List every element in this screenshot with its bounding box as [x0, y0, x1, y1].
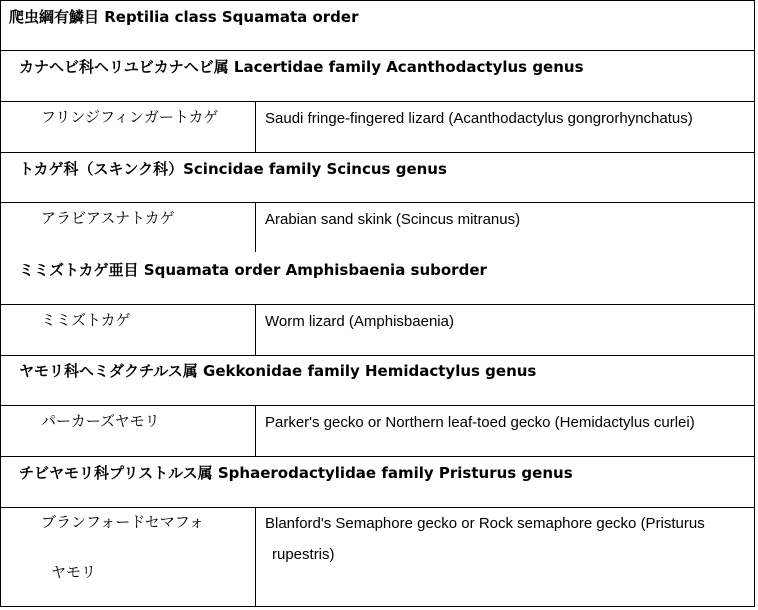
japanese-name: アラビアスナトカゲ [41, 209, 175, 227]
row-border [0, 456, 755, 457]
column-divider [255, 405, 256, 456]
japanese-name: ミミズトカゲ [41, 311, 131, 329]
english-name-line2: rupestris) [272, 546, 335, 563]
row-border [0, 101, 755, 102]
row-border [0, 152, 755, 153]
row-border [0, 405, 755, 406]
english-name: Arabian sand skink (Scincus mitranus) [265, 211, 521, 228]
table-border-right [754, 0, 755, 607]
column-divider [255, 304, 256, 355]
column-divider [255, 507, 256, 607]
row-border [0, 507, 755, 508]
english-name-line1: Blanford's Semaphore gecko or Rock semaphore gecko (Pristurus [265, 515, 705, 532]
row-border [0, 355, 755, 356]
column-divider [255, 101, 256, 152]
row-border [0, 304, 755, 305]
family-header: トカゲ科（スキンク科）Scincidae family Scincus genus [19, 160, 447, 178]
family-header: カナヘビ科ヘリユビカナヘビ属 Lacertidae family Acanthodactylus genus [19, 58, 584, 76]
table-title: 爬虫綱有鱗目 Reptilia class Squamata order [9, 8, 359, 26]
family-header: ヤモリ科ヘミダクチルス属 Gekkonidae family Hemidactylus genus [19, 362, 537, 380]
japanese-name: フリンジフィンガートカゲ [41, 108, 219, 126]
japanese-name-line2: ヤモリ [51, 563, 97, 581]
row-border [0, 50, 755, 51]
english-name: Saudi fringe-fingered lizard (Acanthodactylus gongrorhynchatus) [265, 110, 693, 127]
column-divider [255, 202, 256, 252]
table-border-left [0, 0, 1, 607]
english-name: Parker's gecko or Northern leaf-toed gecko (Hemidactylus curlei) [265, 414, 695, 431]
row-border [0, 606, 755, 607]
row-border [0, 0, 755, 1]
japanese-name-line1: ブランフォードセマフォ [41, 513, 205, 531]
japanese-name: パーカーズヤモリ [41, 412, 160, 430]
family-header: チビヤモリ科プリストルス属 Sphaerodactylidae family Pristurus genus [19, 464, 573, 482]
family-header: ミミズトカゲ亜目 Squamata order Amphisbaenia suborder [19, 261, 487, 279]
row-border [0, 202, 755, 203]
english-name: Worm lizard (Amphisbaenia) [265, 313, 454, 330]
